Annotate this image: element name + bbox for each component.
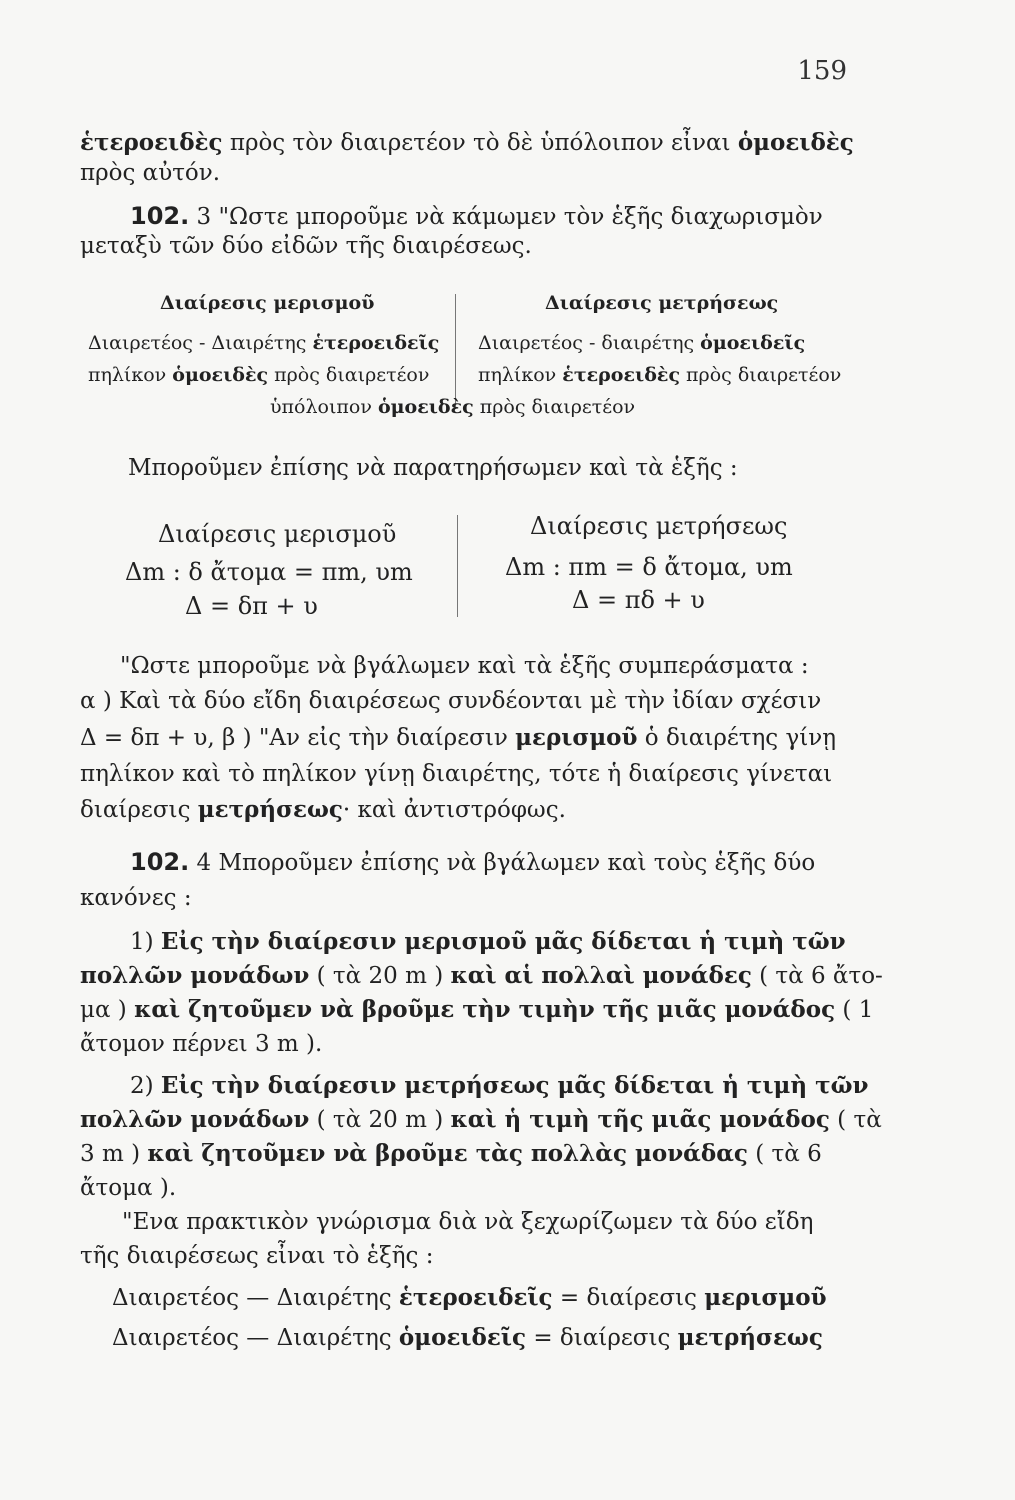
bold-term: ὁμοειδὲς xyxy=(172,364,269,386)
paragraph-2: Μποροῦμεν ἐπίσης νὰ παρατηρήσωμεν καὶ τὰ ἑξῆς : xyxy=(128,455,738,481)
text: πρὸς τὸν διαιρετέον τὸ δὲ ὑπόλοιπον εἶναι xyxy=(222,130,738,156)
summary-row-1 xyxy=(112,1282,892,1314)
text: · καὶ ἀντιστρόφως. xyxy=(342,797,566,823)
bold-term: ἑτεροειδεῖς xyxy=(398,1284,553,1311)
table2-right-row-1: Δm : πm = δ ἄτομα, υm xyxy=(505,553,793,581)
bold-term: καὶ ζητοῦμεν νὰ βροῦμε τὴν τιμὴν τῆς μιᾶς μονάδος xyxy=(134,996,836,1023)
rule-2-line-4: ἄτομα ). xyxy=(80,1175,177,1201)
bold-term: καὶ αἱ πολλαὶ μονάδες xyxy=(450,962,752,989)
paragraph-3-line-4: πηλίκον καὶ τὸ πηλίκον γίνῃ διαιρέτης, τότε ἡ διαίρεσις γίνεται xyxy=(80,761,833,787)
text: Διαιρετέος — Διαιρέτης xyxy=(112,1285,399,1311)
rule-1-line-3 xyxy=(80,994,874,1026)
bold-term: Εἰς τὴν διαίρεσιν μετρήσεως μᾶς δίδεται ἡ τιμὴ τῶν xyxy=(160,1072,869,1099)
text: πηλίκον xyxy=(478,364,563,386)
paragraph-1-line-2: πρὸς αὐτόν. xyxy=(80,160,221,186)
text: ( τὰ 6 xyxy=(747,1141,822,1167)
table2-right-heading: Διαίρεσις μετρήσεως xyxy=(530,512,788,540)
text: Δ = δπ + υ, β ) "Αν εἰς τὴν διαίρεσιν xyxy=(80,725,516,751)
text: ( τὰ 20 m ) xyxy=(309,1107,451,1133)
bold-term: ὁμοειδὲς xyxy=(377,396,474,418)
bold-term: ὁμοειδεῖς xyxy=(700,332,806,354)
bold-term: ὁμοειδεῖς xyxy=(398,1324,527,1351)
paragraph-3-line-3 xyxy=(80,722,860,754)
table2-left-heading: Διαίρεσις μερισμοῦ xyxy=(158,520,397,548)
page-number: 159 xyxy=(797,56,847,86)
paragraph-3-line-5 xyxy=(80,794,860,826)
section-102-4-line-2: κανόνες : xyxy=(80,885,192,911)
section-number: 102. xyxy=(130,202,190,230)
summary-row-2 xyxy=(112,1322,892,1354)
text: ( τὰ 6 ἄτο- xyxy=(751,963,883,989)
bold-term: πολλῶν μονάδων xyxy=(80,962,310,989)
text: = διαίρεσις xyxy=(526,1325,678,1351)
section-102-3-line-2: μεταξὺ τῶν δύο εἰδῶν τῆς διαιρέσεως. xyxy=(80,233,532,259)
table1-divider xyxy=(455,294,456,406)
text: 4 Μποροῦμεν ἐπίσης νὰ βγάλωμεν καὶ τοὺς ἑξῆς δύο xyxy=(189,850,816,876)
text: = διαίρεσις xyxy=(552,1285,705,1311)
rule-2-line-3 xyxy=(80,1138,860,1170)
bold-term: Εἰς τὴν διαίρεσιν μερισμοῦ μᾶς δίδεται ἡ τιμὴ τῶν xyxy=(160,928,846,955)
table2-left-row-2: Δ = δπ + υ xyxy=(185,592,318,620)
table1-right-row-1 xyxy=(478,332,805,354)
text: 3 "Ωστε μποροῦμε νὰ κάμωμεν τὸν ἑξῆς διαχωρισμὸν xyxy=(189,204,823,230)
text: διαίρεσις xyxy=(80,797,198,823)
table2-right-row-2: Δ = πδ + υ xyxy=(572,586,705,614)
text: ( τὰ xyxy=(829,1107,882,1133)
bold-term: καὶ ἡ τιμὴ τῆς μιᾶς μονάδος xyxy=(450,1106,830,1133)
paragraph-1-line-1 xyxy=(80,127,860,159)
bold-term: ἑτεροειδὲς xyxy=(80,129,223,156)
table1-right-heading: Διαίρεσις μετρήσεως xyxy=(545,292,779,314)
table2-left-row-1: Δm : δ ἄτομα = πm, υm xyxy=(125,558,413,586)
table2-divider xyxy=(457,515,458,617)
bold-term: καὶ ζητοῦμεν νὰ βροῦμε τὰς πολλὰς μονάδας xyxy=(147,1140,748,1167)
rule-1-line-2 xyxy=(80,960,883,992)
bold-term: μερισμοῦ xyxy=(704,1284,827,1311)
table1-left-heading: Διαίρεσις μερισμοῦ xyxy=(160,292,375,314)
text: 3 m ) xyxy=(80,1141,148,1167)
bold-term: πολλῶν μονάδων xyxy=(80,1106,310,1133)
text: ( τὰ 20 m ) xyxy=(309,963,451,989)
rule-1-line-1 xyxy=(130,926,910,958)
rule-2-line-1 xyxy=(130,1070,910,1102)
text: μα ) xyxy=(80,997,135,1023)
rule-number: 2) xyxy=(130,1073,161,1099)
table1-bottom-row xyxy=(270,396,635,418)
text: πρὸς διαιρετέον xyxy=(680,364,842,386)
text: ὁ διαιρέτης γίνῃ xyxy=(637,725,837,751)
paragraph-4-line-1: "Ενα πρακτικὸν γνώρισμα διὰ νὰ ξεχωρίζωμεν τὰ δύο εἴδη xyxy=(122,1209,814,1235)
section-102-4-line-1 xyxy=(130,846,910,879)
bold-term: μερισμοῦ xyxy=(515,724,638,751)
text: Διαιρετέος - Διαιρέτης xyxy=(88,332,313,354)
text: Διαιρετέος - διαιρέτης xyxy=(478,332,701,354)
paragraph-4-line-2: τῆς διαιρέσεως εἶναι τὸ ἑξῆς : xyxy=(80,1243,434,1269)
rule-number: 1) xyxy=(130,929,161,955)
text: Διαιρετέος — Διαιρέτης xyxy=(112,1325,399,1351)
rule-1-line-4: ἄτομον πέρνει 3 m ). xyxy=(80,1031,323,1057)
bold-term: ἑτεροειδεῖς xyxy=(312,332,440,354)
section-number: 102. xyxy=(130,848,190,876)
text: πηλίκον xyxy=(88,364,173,386)
paragraph-3-line-1: "Ωστε μποροῦμε νὰ βγάλωμεν καὶ τὰ ἑξῆς συμπεράσματα : xyxy=(120,653,809,679)
table1-right-row-2 xyxy=(478,364,841,386)
section-102-3-line-1 xyxy=(130,200,910,233)
bold-term: μετρήσεως xyxy=(677,1324,823,1351)
bold-term: μετρήσεως xyxy=(197,796,343,823)
text: πρὸς διαιρετέον xyxy=(268,364,430,386)
table1-left-row-1 xyxy=(88,332,439,354)
text: ( 1 xyxy=(835,997,874,1023)
text: ὑπόλοιπον xyxy=(270,396,378,418)
bold-term: ὁμοειδὲς xyxy=(737,129,854,156)
paragraph-3-line-2: α ) Καὶ τὰ δύο εἴδη διαιρέσεως συνδέονται μὲ τὴν ἰδίαν σχέσιν xyxy=(80,688,822,714)
text: πρὸς διαιρετέον xyxy=(473,396,636,418)
table1-left-row-2 xyxy=(88,364,429,386)
rule-2-line-2 xyxy=(80,1104,882,1136)
bold-term: ἑτεροειδὲς xyxy=(562,364,681,386)
